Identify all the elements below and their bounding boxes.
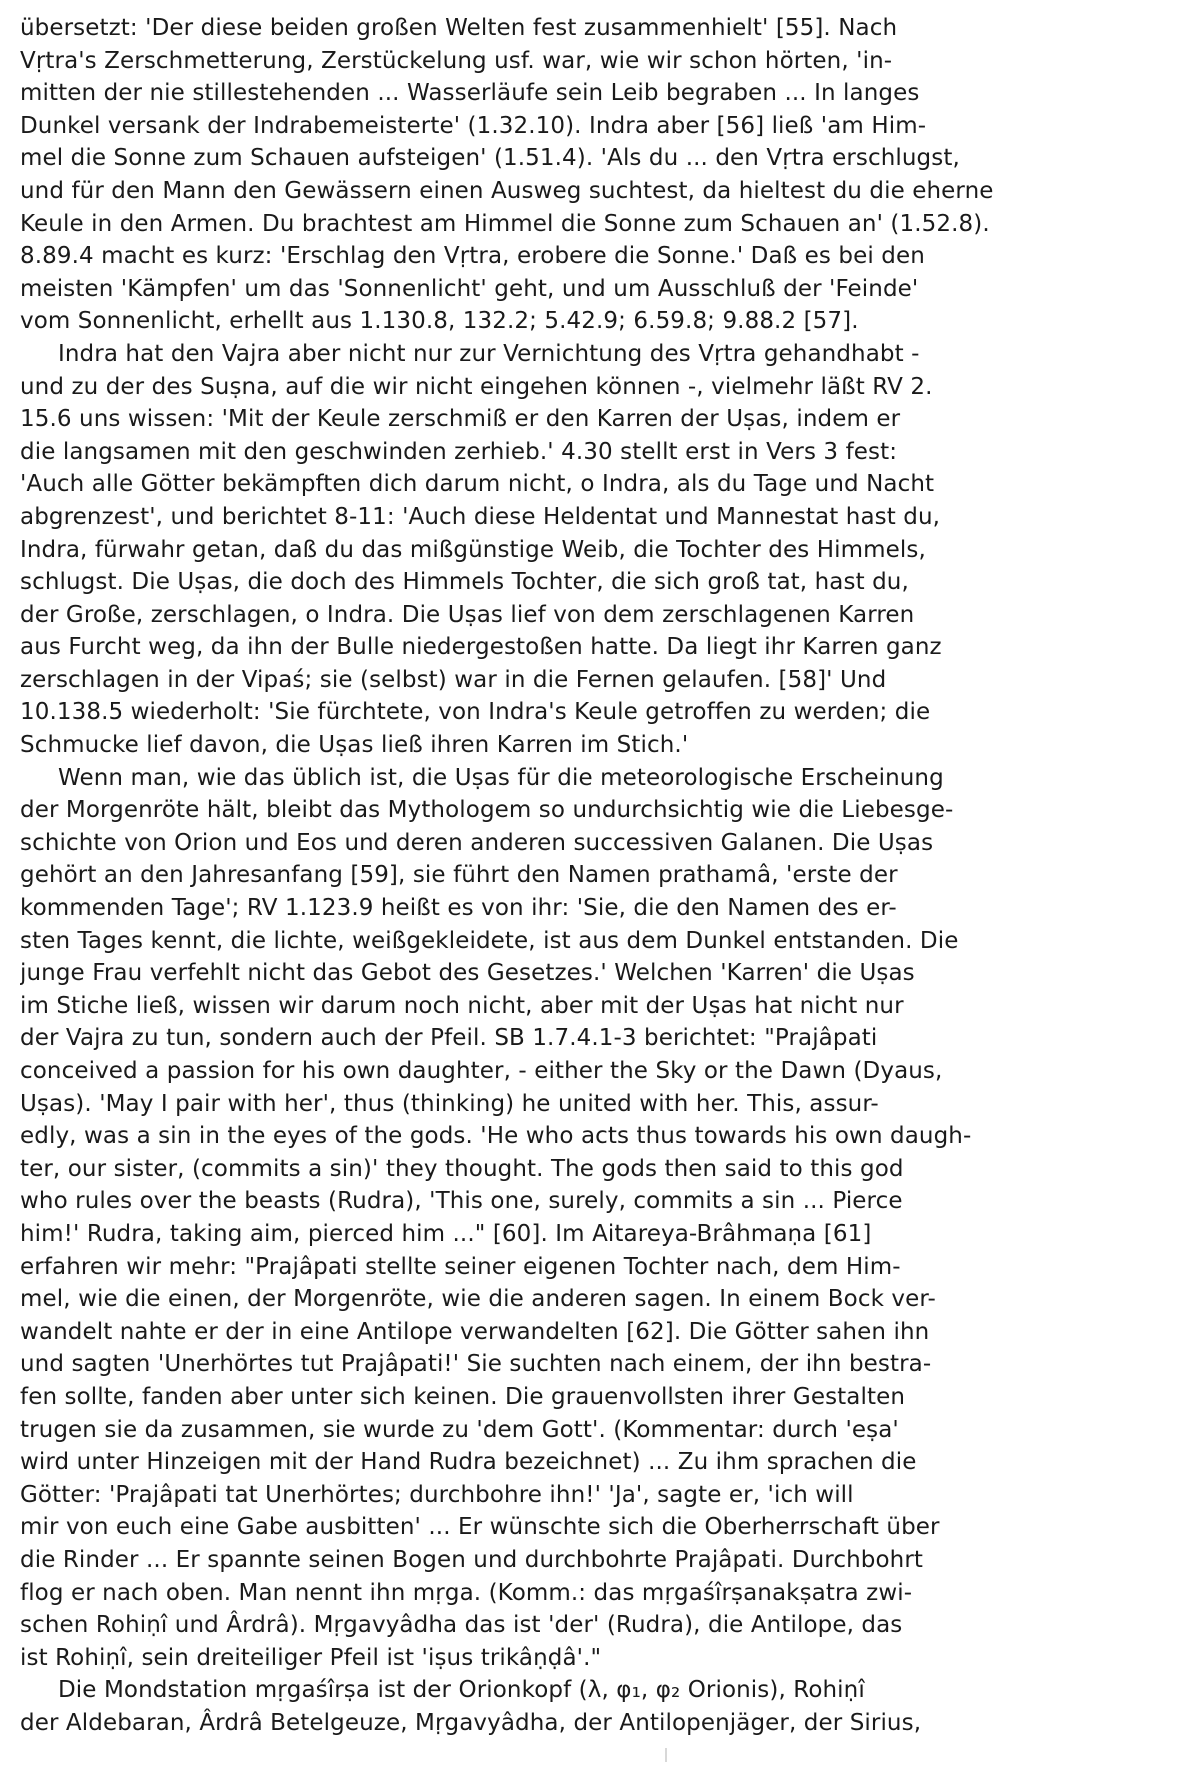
text-line: junge Frau verfehlt nicht das Gebot des Gesetzes.' Welchen 'Karren' die Uṣas <box>20 960 915 987</box>
text-line: mir von euch eine Gabe ausbitten' ... Er wünschte sich die Oberherrschaft über <box>20 1514 940 1541</box>
text-line: ist Rohiṇî, sein dreiteiliger Pfeil ist 'iṣus trikâṇḍâ'." <box>20 1644 602 1671</box>
text-line: Schmucke lief davon, die Uṣas ließ ihren Karren im Stich.' <box>20 732 689 759</box>
text-line: die Rinder ... Er spannte seinen Bogen und durchbohrte Prajâpati. Durchbohrt <box>20 1546 924 1573</box>
text-line: schlugst. Die Uṣas, die doch des Himmels Tochter, die sich groß tat, hast du, <box>20 569 909 596</box>
text-line: edly, was a sin in the eyes of the gods. 'He who acts thus towards his own daugh- <box>20 1123 972 1150</box>
text-line: kommenden Tage'; RV 1.123.9 heißt es von ihr: 'Sie, die den Namen des er- <box>20 895 897 922</box>
text-line: Vṛtra's Zerschmetterung, Zerstückelung usf. war, wie wir schon hörten, 'in- <box>20 47 893 74</box>
text-line: Uṣas). 'May I pair with her', thus (thinking) he united with her. This, assur- <box>20 1090 879 1117</box>
text-line: meisten 'Kämpfen' um das 'Sonnenlicht' geht, und um Ausschluß der 'Feinde' <box>20 275 919 302</box>
text-line: im Stiche ließ, wissen wir darum noch nicht, aber mit der Uṣas hat nicht nur <box>20 992 904 1019</box>
text-line: und sagten 'Unerhörtes tut Prajâpati!' Sie suchten nach einem, der ihn bestra- <box>20 1351 932 1378</box>
text-line: sten Tages kennt, die lichte, weißgekleidete, ist aus dem Dunkel entstanden. Die <box>20 927 959 954</box>
text-line: aus Furcht weg, da ihn der Bulle niedergestoßen hatte. Da liegt ihr Karren ganz <box>20 634 942 661</box>
text-line: erfahren wir mehr: "Prajâpati stellte seiner eigenen Tochter nach, dem Him- <box>20 1253 901 1280</box>
document-page <box>20 12 1175 1739</box>
text-line: mel die Sonne zum Schauen aufsteigen' (1.51.4). 'Als du ... den Vṛtra erschlugst, <box>20 145 960 172</box>
text-line: Die Mondstation mṛgaśîrṣa ist der Orionkopf (λ, φ₁, φ₂ Orionis), Rohiṇî <box>58 1677 865 1704</box>
text-line: der Große, zerschlagen, o Indra. Die Uṣas lief von dem zerschlagenen Karren <box>20 601 915 628</box>
text-line: vom Sonnenlicht, erhellt aus 1.130.8, 132.2; 5.42.9; 6.59.8; 9.88.2 [57]. <box>20 308 859 335</box>
text-line: Keule in den Armen. Du brachtest am Himmel die Sonne zum Schauen an' (1.52.8). <box>20 210 990 237</box>
text-line: gehört an den Jahresanfang [59], sie führt den Namen prathamâ, 'erste der <box>20 862 898 889</box>
text-line: 'Auch alle Götter bekämpften dich darum nicht, o Indra, als du Tage und Nacht <box>20 471 935 498</box>
text-line: who rules over the beasts (Rudra), 'This one, surely, commits a sin ... Pierce <box>20 1188 903 1215</box>
text-line: mitten der nie stillestehenden ... Wasserläufe sein Leib begraben ... In langes <box>20 80 920 107</box>
text-line: Dunkel versank der Indrabemeisterte' (1.32.10). Indra aber [56] ließ 'am Him- <box>20 112 927 139</box>
text-line: der Morgenröte hält, bleibt das Mythologem so undurchsichtig wie die Liebesge- <box>20 797 954 824</box>
text-line: Indra, fürwahr getan, daß du das mißgünstige Weib, die Tochter des Himmels, <box>20 536 926 563</box>
text-line: wird unter Hinzeigen mit der Hand Rudra bezeichnet) ... Zu ihm sprachen die <box>20 1449 917 1476</box>
text-line: die langsamen mit den geschwinden zerhieb.' 4.30 stellt erst in Vers 3 fest: <box>20 438 898 465</box>
text-line: 15.6 uns wissen: 'Mit der Keule zerschmiß er den Karren der Uṣas, indem er <box>20 406 901 433</box>
text-line: 8.89.4 macht es kurz: 'Erschlag den Vṛtra, erobere die Sonne.' Daß es bei den <box>20 243 925 270</box>
text-line: und für den Mann den Gewässern einen Ausweg suchtest, da hieltest du die eherne <box>20 177 994 204</box>
text-line: der Vajra zu tun, sondern auch der Pfeil. SB 1.7.4.1-3 berichtet: "Prajâpati <box>20 1025 878 1052</box>
text-line: 10.138.5 wiederholt: 'Sie fürchtete, von Indra's Keule getroffen zu werden; die <box>20 699 931 726</box>
text-line: Indra hat den Vajra aber nicht nur zur Vernichtung des Vṛtra gehandhabt - <box>58 340 920 367</box>
text-line: übersetzt: 'Der diese beiden großen Welten fest zusammenhielt' [55]. Nach <box>20 15 898 41</box>
text-line: abgrenzest', und berichtet 8-11: 'Auch diese Heldentat und Mannestat hast du, <box>20 503 941 530</box>
text-line: der Aldebaran, Ârdrâ Betelgeuze, Mṛgavyâdha, der Antilopenjäger, der Sirius, <box>20 1709 922 1736</box>
text-line: flog er nach oben. Man nennt ihn mṛga. (Komm.: das mṛgaśîrṣanakṣatra zwi- <box>20 1579 913 1606</box>
text-line: mel, wie die einen, der Morgenröte, wie die anderen sagen. In einem Bock ver- <box>20 1286 936 1313</box>
text-line: zerschlagen in der Vipaś; sie (selbst) war in die Fernen gelaufen. [58]' Und <box>20 666 887 693</box>
text-line: und zu der des Suṣna, auf die wir nicht eingehen können -, vielmehr läßt RV 2. <box>20 373 933 400</box>
text-line: trugen sie da zusammen, sie wurde zu 'dem Gott'. (Kommentar: durch 'eṣa' <box>20 1416 899 1443</box>
text-line: Götter: 'Prajâpati tat Unerhörtes; durchbohre ihn!' 'Ja', sagte er, 'ich will <box>20 1481 854 1508</box>
text-line: fen sollte, fanden aber unter sich keinen. Die grauenvollsten ihrer Gestalten <box>20 1383 906 1410</box>
text-line: schen Rohiṇî und Ârdrâ). Mṛgavyâdha das ist 'der' (Rudra), die Antilope, das <box>20 1612 903 1639</box>
scan-mark <box>665 1748 667 1762</box>
text-line: ter, our sister, (commits a sin)' they thought. The gods then said to this god <box>20 1155 904 1182</box>
text-line: him!' Rudra, taking aim, pierced him ..." [60]. Im Aitareya-Brâhmaṇa [61] <box>20 1220 872 1247</box>
text-line: wandelt nahte er der in eine Antilope verwandelten [62]. Die Götter sahen ihn <box>20 1318 930 1345</box>
text-line: schichte von Orion und Eos und deren anderen successiven Galanen. Die Uṣas <box>20 829 934 856</box>
text-line: Wenn man, wie das üblich ist, die Uṣas für die meteorologische Erscheinung <box>58 764 944 791</box>
text-line: conceived a passion for his own daughter, - either the Sky or the Dawn (Dyaus, <box>20 1058 943 1084</box>
